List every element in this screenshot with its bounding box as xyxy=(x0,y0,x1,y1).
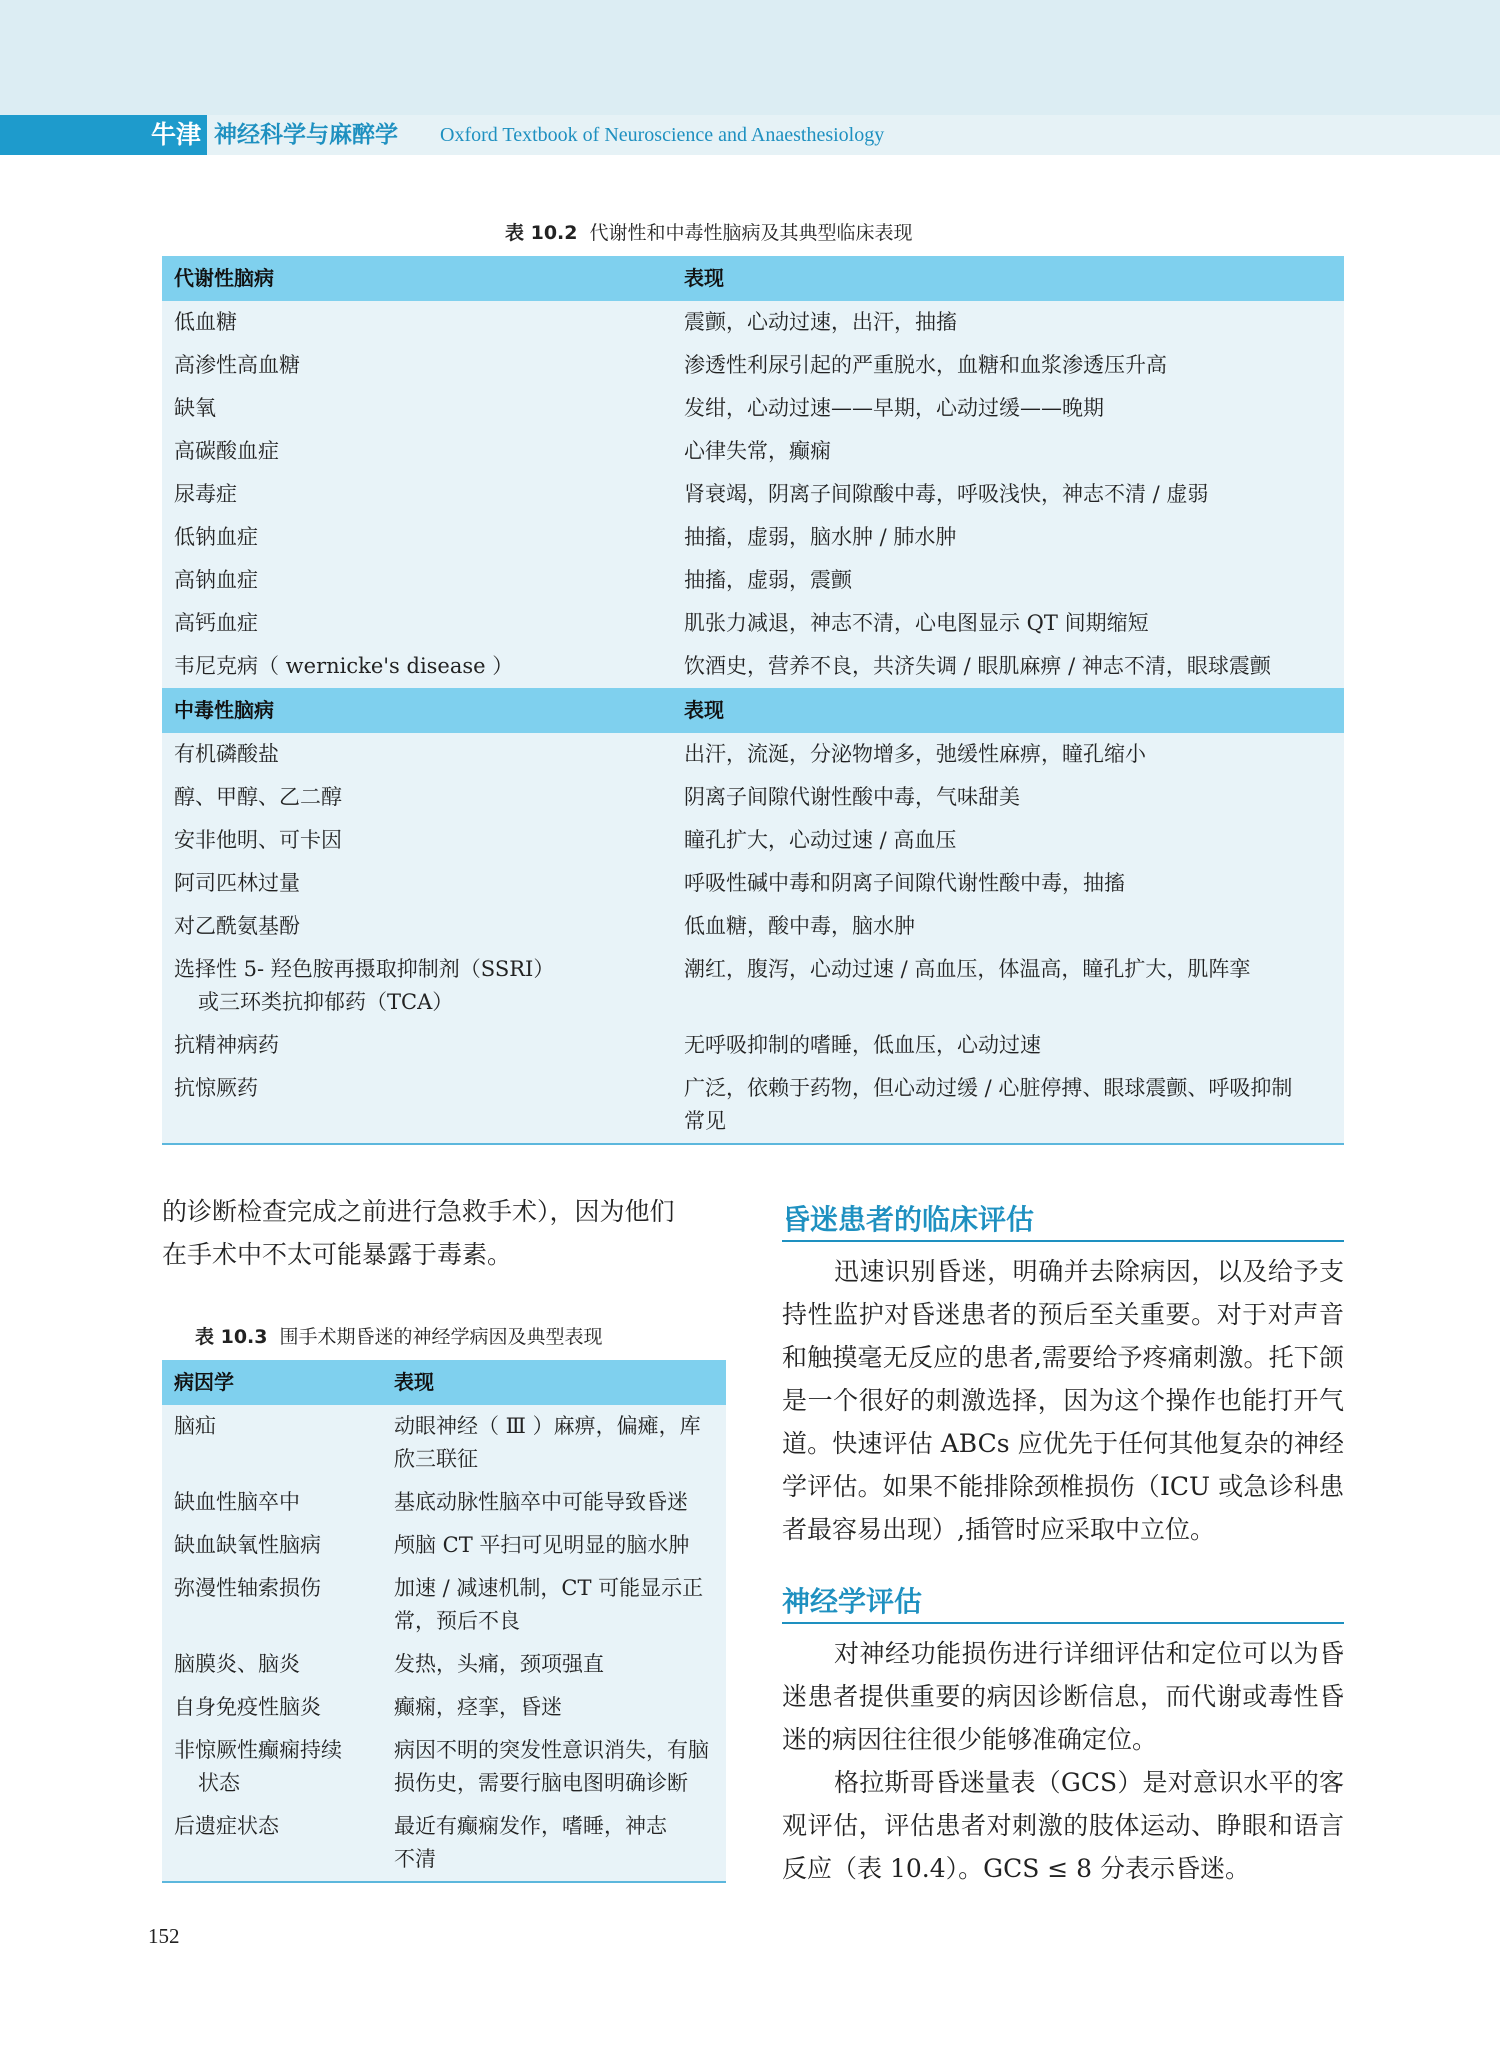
cell: 韦尼克病（ wernicke's disease ） xyxy=(162,645,672,688)
text-line: 的诊断检查完成之前进行急救手术），因为他们 xyxy=(162,1197,675,1226)
brand-label: 牛津 xyxy=(0,115,207,155)
page-number: 152 xyxy=(148,1924,180,1948)
cell: 安非他明、可卡因 xyxy=(162,819,672,862)
cell-line: 病因不明的突发性意识消失，有脑 xyxy=(394,1738,709,1762)
header-cell: 表现 xyxy=(382,1360,726,1405)
cell: 抗惊厥药 xyxy=(162,1067,672,1144)
table-number: 表 10.3 xyxy=(195,1326,268,1348)
cell: 抗精神病药 xyxy=(162,1024,672,1067)
cell: 抽搐，虚弱，脑水肿 / 肺水肿 xyxy=(672,516,1344,559)
table-row xyxy=(162,1481,726,1524)
cell xyxy=(162,948,672,1024)
table-row xyxy=(162,473,1344,516)
cell: 出汗，流涎，分泌物增多，弛缓性麻痹，瞳孔缩小 xyxy=(672,733,1344,776)
cell-line: 广泛，依赖于药物，但心动过缓 / 心脏停搏、眼球震颤、呼吸抑制 xyxy=(684,1076,1293,1100)
table-row xyxy=(162,387,1344,430)
cell xyxy=(382,1405,726,1481)
cell xyxy=(162,1729,382,1805)
cell-line: 常见 xyxy=(684,1109,726,1133)
cell: 发绀，心动过速——早期，心动过缓——晚期 xyxy=(672,387,1344,430)
book-title-cn: 神经科学与麻醉学 xyxy=(214,122,398,148)
cell: 潮红，腹泻，心动过速 / 高血压，体温高，瞳孔扩大，肌阵挛 xyxy=(672,948,1344,1024)
cell xyxy=(382,1567,726,1643)
table-caption-text: 代谢性和中毒性脑病及其典型临床表现 xyxy=(589,222,913,244)
table-row xyxy=(162,344,1344,387)
left-paragraph xyxy=(162,1190,732,1276)
cell: 弥漫性轴索损伤 xyxy=(162,1567,382,1643)
header-cell: 代谢性脑病 xyxy=(162,256,672,301)
cell-line: 加速 / 减速机制，CT 可能显示正 xyxy=(394,1576,704,1600)
cell-line: 或三环类抗抑郁药（TCA） xyxy=(198,990,454,1014)
cell: 肾衰竭，阴离子间隙酸中毒，呼吸浅快，神志不清 / 虚弱 xyxy=(672,473,1344,516)
table-row xyxy=(162,733,1344,776)
table-row xyxy=(162,430,1344,473)
cell: 脑膜炎、脑炎 xyxy=(162,1643,382,1686)
table-row xyxy=(162,559,1344,602)
cell: 自身免疫性脑炎 xyxy=(162,1686,382,1729)
paragraph: 对神经功能损伤进行详细评估和定位可以为昏迷患者提供重要的病因诊断信息，而代谢或毒性昏迷的病因往往很少能够准确定位。 xyxy=(782,1639,1344,1754)
cell: 脑疝 xyxy=(162,1405,382,1481)
table-row xyxy=(162,602,1344,645)
table-row xyxy=(162,516,1344,559)
cell-line: 不清 xyxy=(394,1847,436,1871)
table-row xyxy=(162,1686,726,1729)
table-header-row xyxy=(162,1360,726,1405)
table-row xyxy=(162,948,1344,1024)
table-10-2-caption xyxy=(505,218,913,245)
heading-rule xyxy=(782,1240,1344,1242)
table-row xyxy=(162,905,1344,948)
cell: 有机磷酸盐 xyxy=(162,733,672,776)
heading-rule xyxy=(782,1622,1344,1624)
cell: 癫痫，痉挛，昏迷 xyxy=(382,1686,726,1729)
cell: 后遗症状态 xyxy=(162,1805,382,1882)
table-row xyxy=(162,1567,726,1643)
cell: 高钙血症 xyxy=(162,602,672,645)
table-row xyxy=(162,1524,726,1567)
table-header-row xyxy=(162,256,1344,301)
section-heading: 神经学评估 xyxy=(782,1585,923,1618)
table-row xyxy=(162,1405,726,1481)
cell: 对乙酰氨基酚 xyxy=(162,905,672,948)
cell: 震颤，心动过速，出汗，抽搐 xyxy=(672,301,1344,344)
cell: 缺氧 xyxy=(162,387,672,430)
cell-line: 选择性 5- 羟色胺再摄取抑制剂（SSRI） xyxy=(174,957,555,981)
cell: 低血糖，酸中毒，脑水肿 xyxy=(672,905,1344,948)
table-row xyxy=(162,1729,726,1805)
cell: 高钠血症 xyxy=(162,559,672,602)
cell-line: 动眼神经（ Ⅲ ）麻痹，偏瘫，库 xyxy=(394,1414,701,1438)
cell: 阿司匹林过量 xyxy=(162,862,672,905)
cell: 呼吸性碱中毒和阴离子间隙代谢性酸中毒，抽搐 xyxy=(672,862,1344,905)
cell xyxy=(382,1729,726,1805)
cell: 瞳孔扩大，心动过速 / 高血压 xyxy=(672,819,1344,862)
table-caption-text: 围手术期昏迷的神经学病因及典型表现 xyxy=(279,1326,603,1348)
table-row xyxy=(162,645,1344,688)
table-row xyxy=(162,1805,726,1882)
cell: 低钠血症 xyxy=(162,516,672,559)
cell-line: 欣三联征 xyxy=(394,1447,478,1471)
cell: 颅脑 CT 平扫可见明显的脑水肿 xyxy=(382,1524,726,1567)
paragraph: 格拉斯哥昏迷量表（GCS）是对意识水平的客观评估，评估患者对刺激的肢体运动、睁眼和语言反应（表 10.4）。GCS ≤ 8 分表示昏迷。 xyxy=(782,1768,1344,1883)
cell-line: 常，预后不良 xyxy=(394,1609,520,1633)
cell xyxy=(672,1067,1344,1144)
cell xyxy=(382,1805,726,1882)
table-header-row xyxy=(162,688,1344,733)
table-number: 表 10.2 xyxy=(505,222,578,244)
section-heading: 昏迷患者的临床评估 xyxy=(782,1203,1035,1236)
cell: 高碳酸血症 xyxy=(162,430,672,473)
cell-line: 最近有癫痫发作，嗜睡，神志 xyxy=(394,1814,667,1838)
cell: 无呼吸抑制的嗜睡，低血压，心动过速 xyxy=(672,1024,1344,1067)
table-row xyxy=(162,819,1344,862)
table-row xyxy=(162,776,1344,819)
cell: 阴离子间隙代谢性酸中毒，气味甜美 xyxy=(672,776,1344,819)
paragraph: 迅速识别昏迷，明确并去除病因，以及给予支持性监护对昏迷患者的预后至关重要。对于对声音和触摸毫无反应的患者,需要给予疼痛刺激。托下颌是一个很好的刺激选择，因为这个操作也能打开气道。快速评估 ABCs 应优先于任何其他复杂的神经学评估。如果不能排除颈椎损伤（ICU 或急诊科患者最容易出现）,插管时应采取中立位。 xyxy=(782,1257,1344,1544)
cell: 尿毒症 xyxy=(162,473,672,516)
cell-line: 非惊厥性癫痫持续 xyxy=(174,1738,342,1762)
table-row xyxy=(162,1024,1344,1067)
table-row xyxy=(162,1067,1344,1144)
cell: 醇、甲醇、乙二醇 xyxy=(162,776,672,819)
cell-line: 损伤史，需要行脑电图明确诊断 xyxy=(394,1771,688,1795)
cell: 饮酒史，营养不良，共济失调 / 眼肌麻痹 / 神志不清，眼球震颤 xyxy=(672,645,1344,688)
header-cell: 中毒性脑病 xyxy=(162,688,672,733)
header-cell: 病因学 xyxy=(162,1360,382,1405)
cell-line: 状态 xyxy=(198,1771,240,1795)
cell: 心律失常，癫痫 xyxy=(672,430,1344,473)
book-title-en: Oxford Textbook of Neuroscience and Anaesthesiology xyxy=(440,124,885,146)
table-row xyxy=(162,1643,726,1686)
table-row xyxy=(162,301,1344,344)
cell: 发热，头痛，颈项强直 xyxy=(382,1643,726,1686)
cell: 高渗性高血糖 xyxy=(162,344,672,387)
cell: 低血糖 xyxy=(162,301,672,344)
cell: 缺血性脑卒中 xyxy=(162,1481,382,1524)
header-cell: 表现 xyxy=(672,256,1344,301)
cell: 基底动脉性脑卒中可能导致昏迷 xyxy=(382,1481,726,1524)
table-row xyxy=(162,862,1344,905)
cell: 抽搐，虚弱，震颤 xyxy=(672,559,1344,602)
table-10-2 xyxy=(162,256,1344,1145)
cell: 渗透性利尿引起的严重脱水，血糖和血浆渗透压升高 xyxy=(672,344,1344,387)
cell: 缺血缺氧性脑病 xyxy=(162,1524,382,1567)
cell: 肌张力减退，神志不清，心电图显示 QT 间期缩短 xyxy=(672,602,1344,645)
table-10-3-caption xyxy=(195,1322,603,1349)
header-cell: 表现 xyxy=(672,688,1344,733)
text-line: 在手术中不太可能暴露于毒素。 xyxy=(162,1240,513,1269)
table-10-3 xyxy=(162,1360,726,1883)
